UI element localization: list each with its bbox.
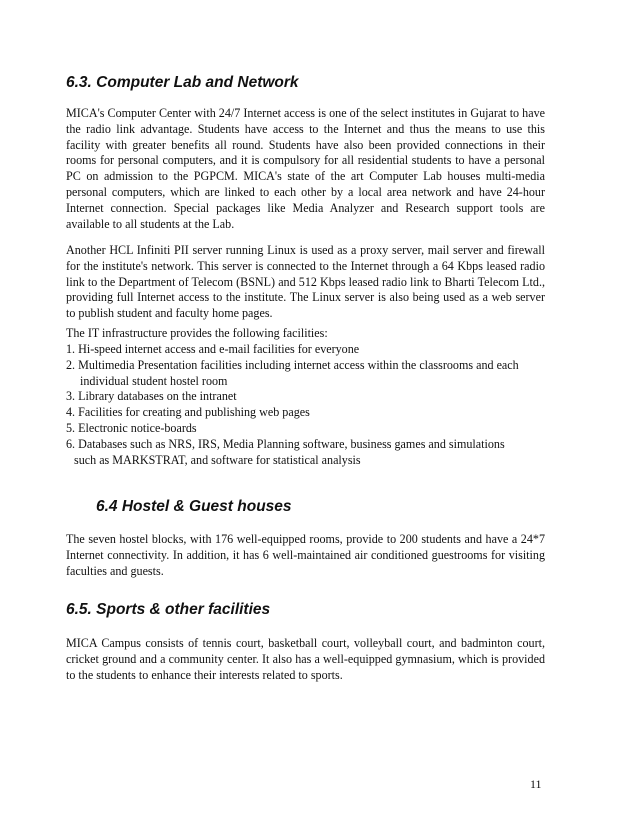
list-item-text: 2. Multimedia Presentation facilities including internet access within the classrooms and each xyxy=(66,357,519,372)
list-item-continuation: individual student hostel room xyxy=(80,373,228,388)
list-item xyxy=(66,389,566,405)
list-item xyxy=(66,405,566,421)
list-item-text: 4. Facilities for creating and publishing web pages xyxy=(66,405,310,420)
list-item-text: 3. Library databases on the intranet xyxy=(66,389,237,404)
linux-server-paragraph: Another HCL Infiniti PII server running Linux is used as a proxy server, mail server and firewall for the institute's network. This server is connected to the Internet through a 64 Kbps leased radio link to the Department of Telecom (BSNL) and 512 Kbps leased radio link to Bharti Telecom Ltd., providing full Internet access to the institute. The Linux server is also being used as a web server to publish student and faculty home pages. xyxy=(66,243,545,321)
hostel-paragraph: The seven hostel blocks, with 176 well-equipped rooms, provide to 200 students and have a 24*7 Internet connectivity. In addition, it has 6 well-maintained air conditioned guestrooms for visiting faculties and guests. xyxy=(66,532,545,578)
facilities-intro: The IT infrastructure provides the following facilities: xyxy=(66,326,328,340)
section-heading-computer-lab: 6.3. Computer Lab and Network xyxy=(66,74,299,91)
list-item-text: 1. Hi-speed internet access and e-mail facilities for everyone xyxy=(66,342,360,356)
list-item xyxy=(66,342,566,358)
list-item xyxy=(66,358,566,390)
list-item-text: 5. Electronic notice-boards xyxy=(66,420,197,435)
list-item xyxy=(66,437,566,469)
list-item xyxy=(66,421,566,437)
sports-paragraph: MICA Campus consists of tennis court, basketball court, volleyball court, and badminton court, cricket ground and a community center. It also has a well-equipped gymnasium, which is provided to the students to enhance their interests related to sports. xyxy=(66,636,545,682)
page-number: 11 xyxy=(530,777,542,791)
computer-center-paragraph: MICA's Computer Center with 24/7 Internet access is one of the select institutes in Gujarat to have the radio link advantage. Students have access to the Internet and thus the means to use this facility with greater benefits all round. Students have also been provided connections in their rooms for personal computers, and it is compulsory for all residential students to have a personal PC on admission to the PGPCM. MICA's state of the art Computer Lab houses multi-media personal computers, which are linked to each other by a local area network and have 24-hour Internet connection. Special packages like Media Analyzer and Research support tools are available to all students at the Lab. xyxy=(66,106,545,231)
section-heading-sports: 6.5. Sports & other facilities xyxy=(66,601,271,618)
list-item-continuation: such as MARKSTRAT, and software for statistical analysis xyxy=(74,452,361,467)
facilities-list xyxy=(66,342,566,468)
list-item-text: 6. Databases such as NRS, IRS, Media Planning software, business games and simulations xyxy=(66,436,505,451)
section-heading-hostel: 6.4 Hostel & Guest houses xyxy=(96,498,292,515)
